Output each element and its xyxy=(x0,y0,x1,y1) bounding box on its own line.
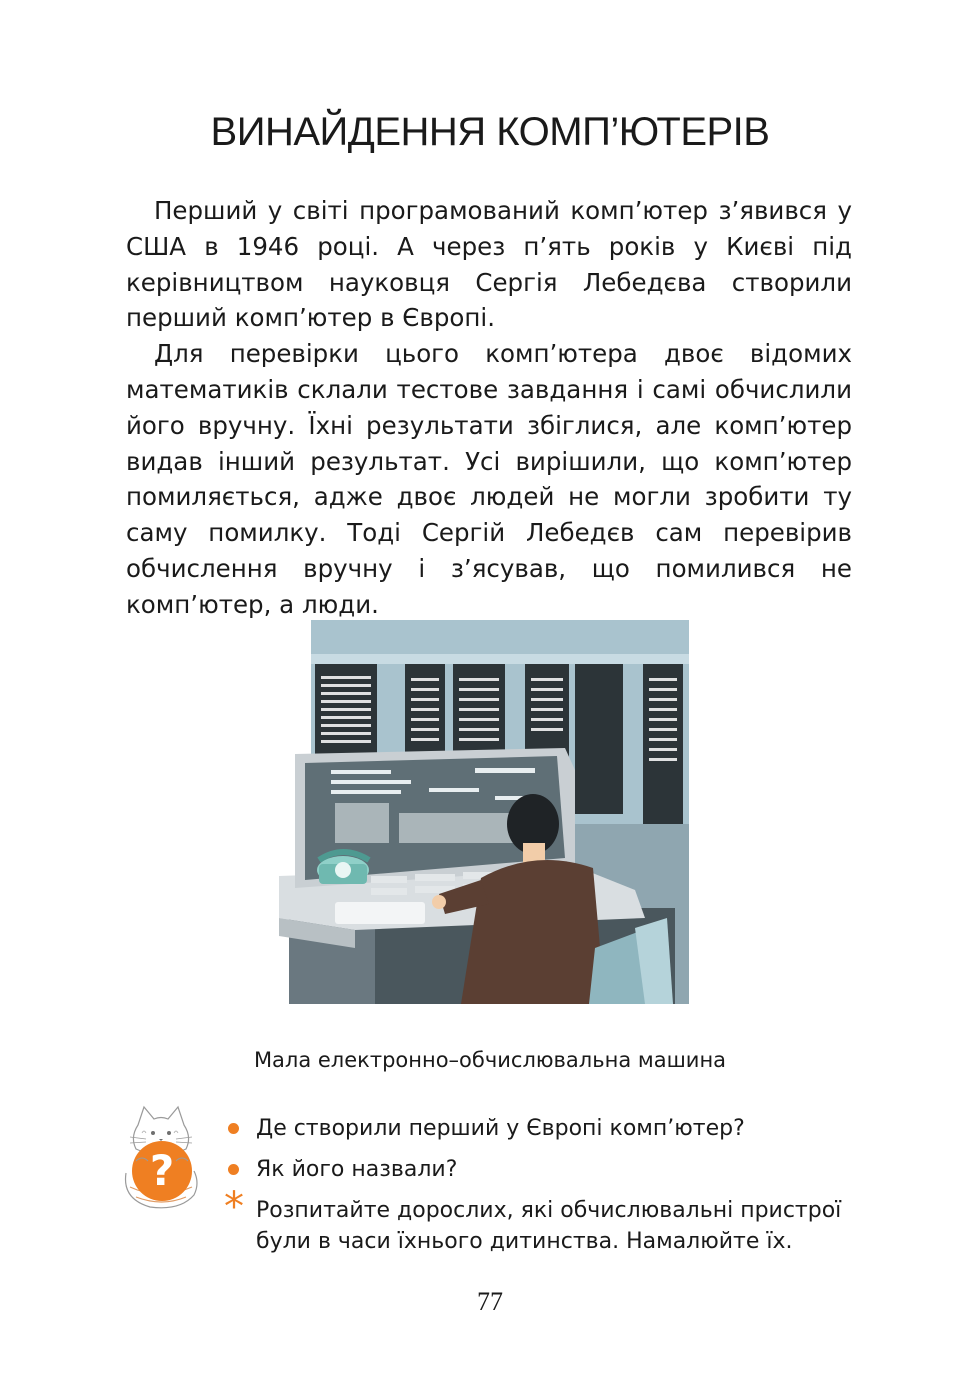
computer-illustration xyxy=(275,618,695,1008)
list-item xyxy=(224,1184,866,1257)
bullet-dot-icon xyxy=(228,1123,239,1134)
paragraph-1: Перший у світі програмований комп’ютер з’явився у США в 1946 році. А через п’ять років у Києві під керівництвом науковця Сергія Лебедєва створили перший комп’ютер в Європі. xyxy=(126,196,852,333)
question-1: Де створили перший у Європі комп’ютер? xyxy=(256,1116,745,1141)
creative-task: Розпитайте дорослих, які обчислювальні пристрої були в часи їхнього дитинства. Намалюйте їх. xyxy=(256,1198,842,1254)
asterisk-icon: * xyxy=(224,1184,244,1230)
paragraph-2: Для перевірки цього комп’ютера двоє відомих математиків склали тестове завдання і самі обчислили його вручну. Їхні результати збіглися, але комп’ютер видав інший результат. Усі вирішили, що комп’ютер помиляється, адже двоє людей не могли зробити ту саму помилку. Тоді Сергій Лебедєв сам перевірив обчислення вручну і з’ясував, що помилився не комп’ютер, а люди. xyxy=(126,339,852,619)
question-mark-icon: ? xyxy=(149,1146,175,1195)
questions-list xyxy=(226,1113,866,1267)
article-body xyxy=(126,193,852,623)
question-2: Як його назвали? xyxy=(256,1157,458,1182)
page-number: 77 xyxy=(477,1287,503,1316)
page-title: ВИНАЙДЕННЯ КОМП’ЮТЕРІВ xyxy=(210,110,770,154)
illustration-caption: Мала електронно–обчислювальна машина xyxy=(253,1048,727,1072)
list-item xyxy=(226,1113,866,1144)
bullet-dot-icon xyxy=(228,1164,239,1175)
list-item xyxy=(226,1154,866,1185)
cat-question-icon xyxy=(120,1103,202,1211)
